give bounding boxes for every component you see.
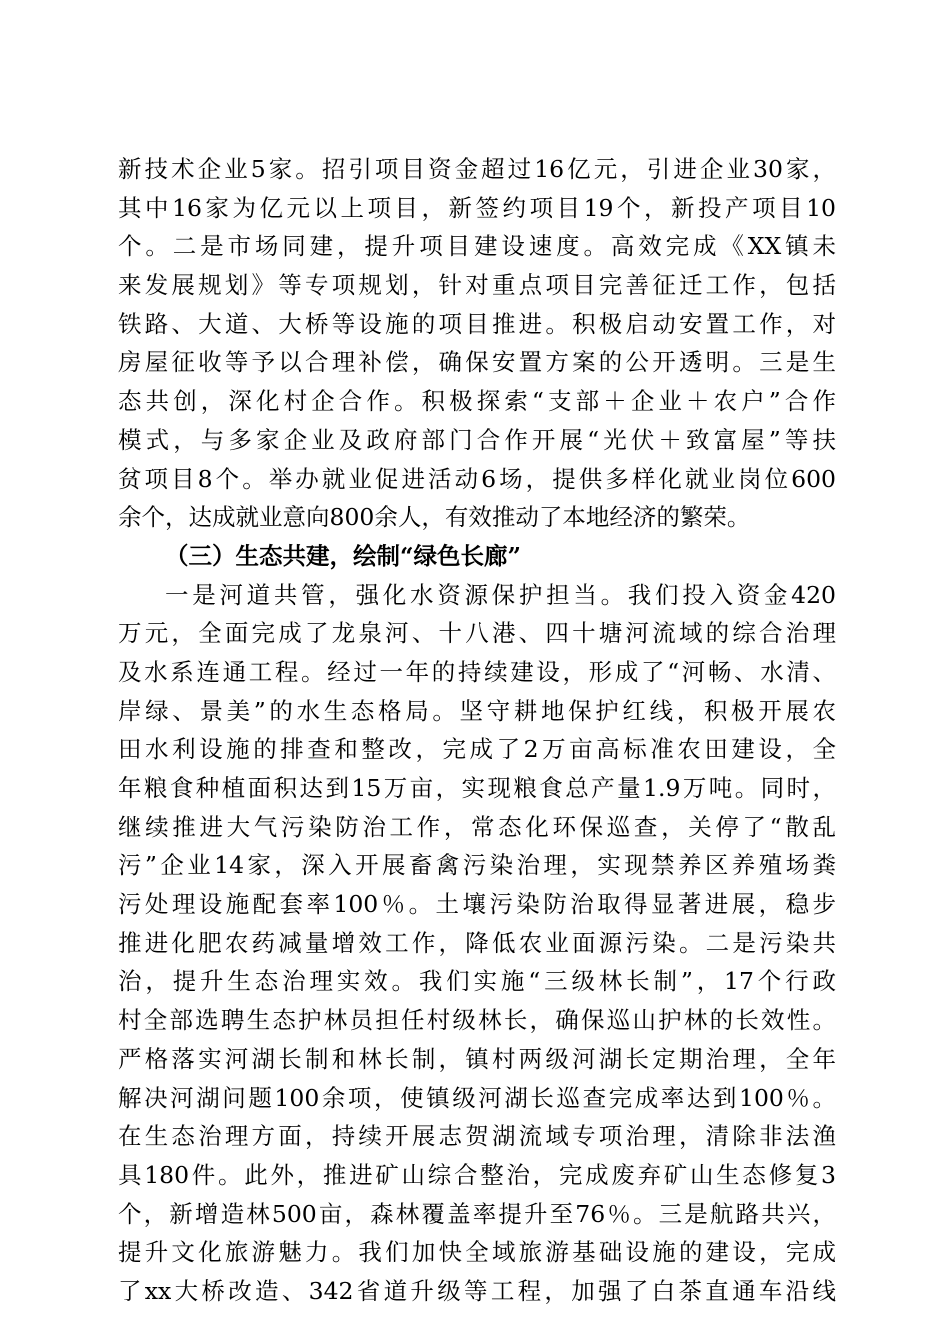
section-heading: （三）生态共建，绘制“绿色长廊” (165, 541, 522, 570)
paragraph-line: 在生态治理方面，持续开展志贺湖流域专项治理，清除非法渔 (118, 1122, 836, 1151)
paragraph-line: 了xx大桥改造、342省道升级等工程，加强了白茶直通车沿线 (118, 1276, 836, 1305)
paragraph-line: 严格落实河湖长制和林长制，镇村两级河湖长定期治理，全年 (118, 1044, 836, 1073)
paragraph-line: 模式，与多家企业及政府部门合作开展“光伏＋致富屋”等扶 (118, 425, 836, 454)
paragraph-line: 万元，全面完成了龙泉河、十八港、四十塘河流域的综合治理 (118, 619, 836, 648)
document-body (118, 150, 836, 1311)
paragraph-line: 田水利设施的排查和整改，完成了2万亩高标准农田建设，全 (118, 735, 836, 764)
paragraph-line: 继续推进大气污染防治工作，常态化环保巡查，关停了“散乱 (118, 812, 836, 841)
paragraph-line: 村全部选聘生态护林员担任村级林长，确保巡山护林的长效性。 (118, 1006, 836, 1035)
paragraph-line: 来发展规划》等专项规划，针对重点项目完善征迁工作，包括 (118, 271, 836, 300)
paragraph-line: 一是河道共管，强化水资源保护担当。我们投入资金420 (165, 580, 836, 609)
paragraph-line: 污处理设施配套率100％。土壤污染防治取得显著进展，稳步 (118, 890, 836, 919)
paragraph-line: 提升文化旅游魅力。我们加快全域旅游基础设施的建设，完成 (118, 1238, 836, 1267)
paragraph-line: 房屋征收等予以合理补偿，确保安置方案的公开透明。三是生 (118, 348, 836, 377)
paragraph-line: 个。二是市场同建，提升项目建设速度。高效完成《XX镇未 (118, 232, 836, 261)
paragraph-line: 余个，达成就业意向800余人，有效推动了本地经济的繁荣。 (118, 503, 751, 532)
paragraph-line: 解决河湖问题100余项，使镇级河湖长巡查完成率达到100％。 (118, 1083, 836, 1112)
paragraph-line: 新技术企业5家。招引项目资金超过16亿元，引进企业30家， (118, 155, 836, 183)
paragraph-line: 推进化肥农药减量增效工作，降低农业面源污染。二是污染共 (118, 928, 836, 957)
paragraph-line: 治，提升生态治理实效。我们实施“三级林长制”，17个行政 (118, 967, 836, 996)
paragraph-line: 个，新增造林500亩，森林覆盖率提升至76％。三是航路共兴， (118, 1199, 836, 1228)
paragraph-line: 其中16家为亿元以上项目，新签约项目19个，新投产项目10 (118, 193, 836, 222)
paragraph-line: 污”企业14家，深入开展畜禽污染治理，实现禁养区养殖场粪 (118, 851, 836, 880)
paragraph-line: 铁路、大道、大桥等设施的项目推进。积极启动安置工作，对 (118, 309, 836, 338)
paragraph-line: 及水系连通工程。经过一年的持续建设，形成了“河畅、水清、 (118, 657, 836, 686)
paragraph-line: 岸绿、景美”的水生态格局。坚守耕地保护红线，积极开展农 (118, 696, 836, 725)
paragraph-line: 年粮食种植面积达到15万亩，实现粮食总产量1.9万吨。同时， (118, 774, 836, 802)
paragraph-line: 贫项目8个。举办就业促进活动6场，提供多样化就业岗位600 (118, 464, 836, 493)
paragraph-line: 具180件。此外，推进矿山综合整治，完成废弃矿山生态修复3 (118, 1160, 836, 1189)
paragraph-line: 态共创，深化村企合作。积极探索“支部＋企业＋农户”合作 (118, 387, 836, 416)
